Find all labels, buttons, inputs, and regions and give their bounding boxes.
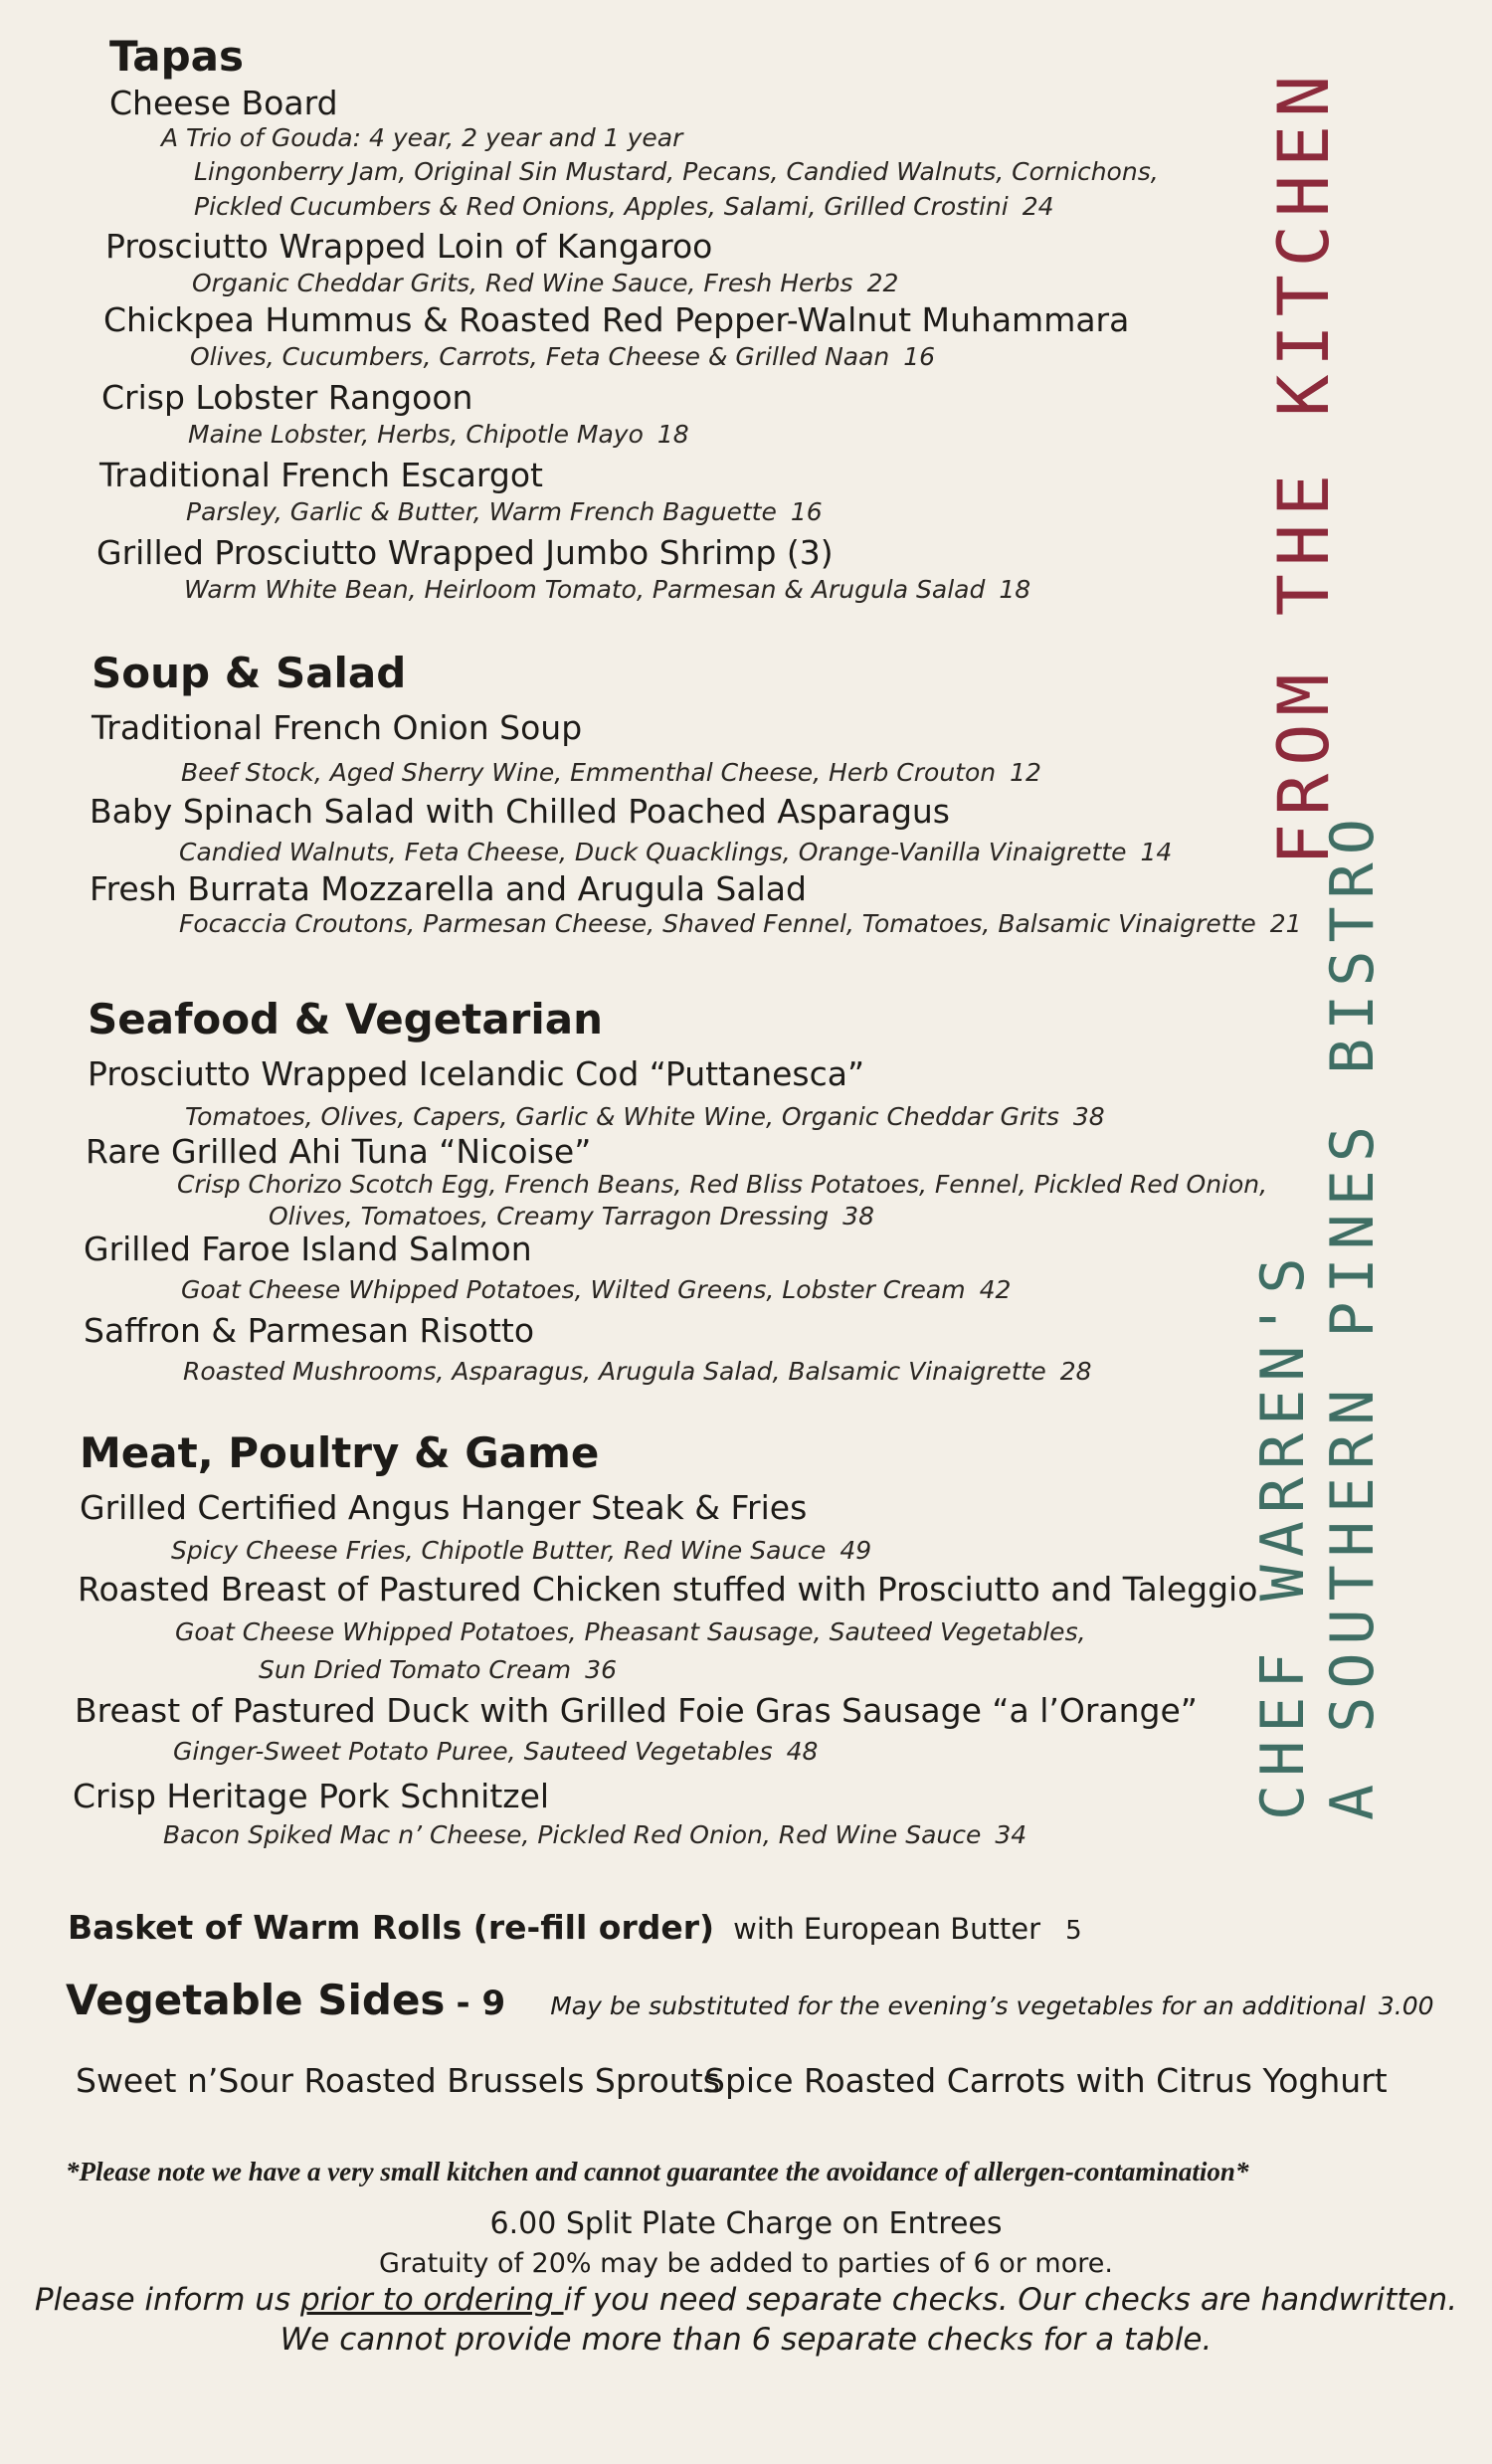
- dish-name: Traditional French Escargot: [99, 456, 543, 494]
- dish-desc: Goat Cheese Whipped Potatoes, Pheasant Sausage, Sauteed Vegetables,: [175, 1617, 1086, 1646]
- rolls-line: [68, 1908, 1082, 1947]
- dish-desc: [179, 909, 1302, 938]
- dish-desc: [192, 269, 898, 297]
- dish-desc-text: Beef Stock, Aged Sherry Wine, Emmenthal Cheese, Herb Crouton: [181, 758, 997, 787]
- dish-desc: [163, 1820, 1026, 1849]
- dish-name: Traditional French Onion Soup: [92, 708, 583, 747]
- dish-desc-text: Pickled Cucumbers & Red Onions, Apples, Salami, Grilled Crostini: [194, 192, 1009, 221]
- dish-name: Roasted Breast of Pastured Chicken stuffed with Prosciutto and Taleggio: [78, 1570, 1258, 1609]
- dish-desc-text: Sun Dried Tomato Cream: [259, 1655, 572, 1684]
- dish-price: 38: [1072, 1102, 1105, 1131]
- dish-price: 22: [866, 269, 899, 297]
- dish-desc: [173, 1737, 818, 1766]
- dish-price: 14: [1140, 838, 1173, 866]
- dish-desc-text: Goat Cheese Whipped Potatoes, Wilted Greens, Lobster Cream: [181, 1275, 966, 1304]
- rolls-desc: with European Butter: [733, 1912, 1041, 1946]
- dish-name: Saffron & Parmesan Risotto: [84, 1311, 535, 1350]
- sides-price: - 9: [456, 1984, 506, 2023]
- dish-name: Prosciutto Wrapped Loin of Kangaroo: [105, 227, 713, 266]
- dish-name: Grilled Certified Angus Hanger Steak & Fries: [80, 1488, 808, 1527]
- dish-price: 16: [903, 342, 936, 371]
- checks-text-b: if you need separate checks. Our checks are handwritten.: [563, 2282, 1458, 2318]
- dish-desc: [171, 1536, 871, 1565]
- section-title-seafood: Seafood & Vegetarian: [88, 995, 604, 1043]
- dish-desc: [188, 420, 689, 449]
- dish-name: Crisp Lobster Rangoon: [101, 378, 473, 417]
- dish-desc: [269, 1202, 874, 1231]
- dish-name: Grilled Prosciutto Wrapped Jumbo Shrimp (3): [96, 533, 834, 572]
- dish-price: 36: [585, 1655, 617, 1684]
- dish-cheese-board: Cheese Board: [109, 84, 338, 122]
- dish-desc: [186, 497, 823, 526]
- dish-name: Breast of Pastured Duck with Grilled Foie Gras Sausage “a l’Orange”: [75, 1691, 1198, 1730]
- dish-name: Rare Grilled Ahi Tuna “Nicoise”: [86, 1132, 592, 1171]
- dish-desc: [181, 758, 1041, 787]
- rolls-name: Basket of Warm Rolls (re-fill order): [68, 1908, 715, 1947]
- dish-desc: Crisp Chorizo Scotch Egg, French Beans, Red Bliss Potatoes, Fennel, Pickled Red Onion,: [177, 1170, 1268, 1199]
- dish-name: Baby Spinach Salad with Chilled Poached Asparagus: [90, 792, 950, 831]
- split-charge-note: 6.00 Split Plate Charge on Entrees: [489, 2206, 1003, 2241]
- dish-desc: [185, 1102, 1105, 1131]
- dish-price: 24: [1022, 192, 1054, 221]
- dish-price: 38: [842, 1202, 874, 1231]
- dish-name: Grilled Faroe Island Salmon: [84, 1230, 532, 1268]
- dish-desc: A Trio of Gouda: 4 year, 2 year and 1 year: [161, 123, 683, 152]
- section-title-meat: Meat, Poultry & Game: [80, 1428, 600, 1477]
- dish-desc-text: Parsley, Garlic & Butter, Warm French Baguette: [186, 497, 777, 526]
- checks-text-underlined: prior to ordering: [299, 2282, 564, 2318]
- dish-price: 34: [995, 1820, 1027, 1849]
- side-item: Spice Roasted Carrots with Citrus Yoghurt: [704, 2061, 1388, 2100]
- dish-desc-text: Roasted Mushrooms, Asparagus, Arugula Salad, Balsamic Vinaigrette: [183, 1357, 1046, 1386]
- dish-desc-text: Warm White Bean, Heirloom Tomato, Parmesan & Arugula Salad: [184, 575, 986, 604]
- dish-desc-text: Spicy Cheese Fries, Chipotle Butter, Red Wine Sauce: [171, 1536, 827, 1565]
- dish-desc-text: Bacon Spiked Mac n’ Cheese, Pickled Red Onion, Red Wine Sauce: [163, 1820, 982, 1849]
- sides-extra: 3.00: [1378, 1991, 1434, 2020]
- dish-desc-text: Maine Lobster, Herbs, Chipotle Mayo: [188, 420, 644, 449]
- dish-name: Fresh Burrata Mozzarella and Arugula Salad: [90, 869, 807, 908]
- dish-desc-text: Tomatoes, Olives, Capers, Garlic & White Wine, Organic Cheddar Grits: [185, 1102, 1059, 1131]
- dish-desc: [181, 1275, 1011, 1304]
- dish-name: Crisp Heritage Pork Schnitzel: [73, 1777, 550, 1815]
- dish-name: Chickpea Hummus & Roasted Red Pepper-Walnut Muhammara: [103, 300, 1130, 339]
- dish-desc: [179, 838, 1172, 866]
- dish-price: 16: [790, 497, 823, 526]
- dish-desc-text: Candied Walnuts, Feta Cheese, Duck Quacklings, Orange-Vanilla Vinaigrette: [179, 838, 1127, 866]
- rolls-price: 5: [1065, 1916, 1082, 1946]
- dish-desc-text: Focaccia Croutons, Parmesan Cheese, Shaved Fennel, Tomatoes, Balsamic Vinaigrette: [179, 909, 1256, 938]
- dish-price: 21: [1269, 909, 1302, 938]
- dish-price: 49: [839, 1536, 872, 1565]
- dish-desc: [184, 575, 1030, 604]
- dish-price: 48: [786, 1737, 819, 1766]
- dish-desc-text: Organic Cheddar Grits, Red Wine Sauce, Fresh Herbs: [192, 269, 853, 297]
- dish-desc-text: Olives, Cucumbers, Carrots, Feta Cheese & Grilled Naan: [190, 342, 890, 371]
- dish-price: 28: [1059, 1357, 1092, 1386]
- dish-desc: [190, 342, 935, 371]
- dish-desc: [183, 1357, 1092, 1386]
- separate-checks-note: [0, 2282, 1492, 2318]
- dish-name: Prosciutto Wrapped Icelandic Cod “Puttanesca”: [88, 1054, 865, 1093]
- chef-warrens-label: CHEF WARREN'S: [1248, 1249, 1318, 1820]
- dish-price: 18: [656, 420, 689, 449]
- dish-price: 12: [1010, 758, 1041, 787]
- gratuity-note: Gratuity of 20% may be added to parties of 6 or more.: [379, 2248, 1113, 2279]
- dish-price: 18: [999, 575, 1031, 604]
- sides-header: [66, 1976, 1434, 2024]
- dish-desc-text: Ginger-Sweet Potato Puree, Sauteed Vegetables: [173, 1737, 773, 1766]
- dish-price: 42: [979, 1275, 1012, 1304]
- dish-desc: [194, 192, 1054, 221]
- from-the-kitchen-label: FROM THE KITCHEN: [1263, 67, 1345, 865]
- section-title-soup-salad: Soup & Salad: [92, 649, 407, 697]
- section-title-tapas: Tapas: [109, 32, 244, 81]
- dish-desc-text: Olives, Tomatoes, Creamy Tarragon Dressing: [269, 1202, 830, 1231]
- bistro-name-label: A SOUTHERN PINES BISTRO: [1318, 811, 1388, 1820]
- side-item: Sweet n’Sour Roasted Brussels Sprouts: [76, 2061, 720, 2100]
- sides-note: May be substituted for the evening’s vegetables for an additional: [550, 1991, 1366, 2020]
- dish-desc: Lingonberry Jam, Original Sin Mustard, Pecans, Candied Walnuts, Cornichons,: [194, 157, 1159, 186]
- dish-desc: [259, 1655, 617, 1684]
- allergen-note: *Please note we have a very small kitchen and cannot guarantee the avoidance of allergen-contamination*: [66, 2157, 1249, 2186]
- sides-title: Vegetable Sides: [66, 1976, 446, 2024]
- checks-limit-note: We cannot provide more than 6 separate checks for a table.: [280, 2322, 1212, 2358]
- checks-text-a: Please inform us: [34, 2282, 300, 2318]
